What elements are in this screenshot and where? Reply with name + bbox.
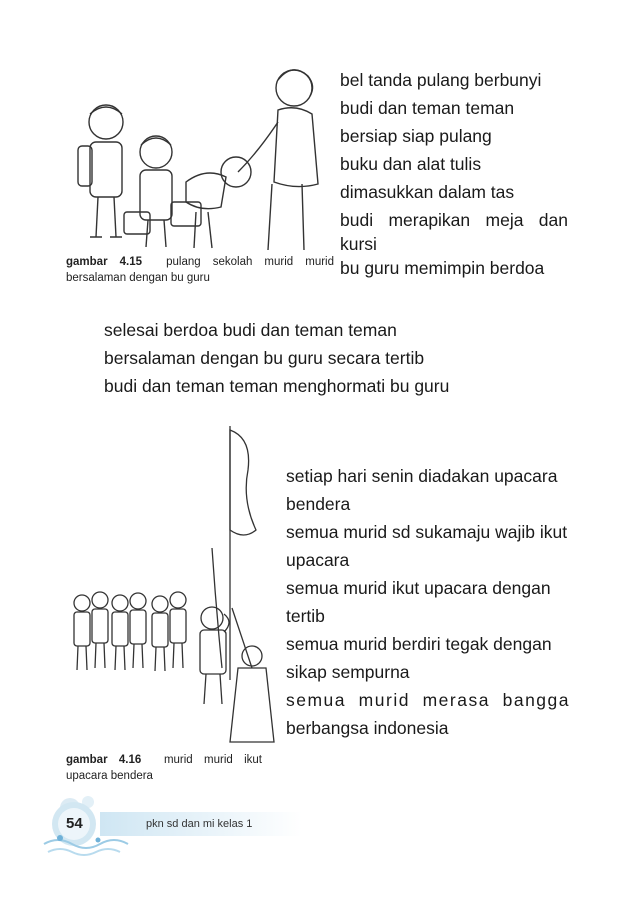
text-line: kursi xyxy=(340,234,377,254)
figure-caption-4-15 xyxy=(66,254,334,286)
text-block-dismissal xyxy=(340,66,568,282)
text-line: bendera xyxy=(286,494,351,514)
teacher-figure xyxy=(238,70,318,250)
text-line: sikap sempurna xyxy=(286,662,410,682)
text-line: semua murid merasa bangga xyxy=(286,690,570,710)
figure-caption-4-16 xyxy=(66,752,262,784)
caption-text: murid murid ikut upacara bendera xyxy=(66,754,263,782)
text-line: semua murid ikut upacara dengan xyxy=(286,578,551,598)
text-line: bel tanda pulang berbunyi xyxy=(340,70,542,90)
text-line: selesai berdoa budi dan teman teman xyxy=(104,320,397,340)
text-line: budi dan teman teman menghormati bu guru xyxy=(104,376,450,396)
students-row xyxy=(74,592,186,671)
flag-pole xyxy=(212,426,256,680)
child-figure xyxy=(124,136,172,247)
text-line: bu guru memimpin berdoa xyxy=(340,258,545,278)
text-line: budi dan teman teman xyxy=(340,98,515,118)
text-line: bersiap siap pulang xyxy=(340,126,492,146)
book-title: pkn sd dan mi kelas 1 xyxy=(146,818,253,830)
text-line: semua murid sd sukamaju wajib ikut xyxy=(286,522,568,542)
flag-raiser xyxy=(230,608,274,742)
text-line: buku dan alat tulis xyxy=(340,154,482,174)
text-line: dimasukkan dalam tas xyxy=(340,182,515,202)
illustration-dismissal xyxy=(66,62,336,258)
text-line: upacara xyxy=(286,550,350,570)
text-line: setiap hari senin diadakan upacara xyxy=(286,466,558,486)
text-line: tertib xyxy=(286,606,325,626)
text-line: semua murid berdiri tegak dengan xyxy=(286,634,552,654)
text-line: bersalaman dengan bu guru secara tertib xyxy=(104,348,425,368)
caption-label: gambar 4.15 xyxy=(66,256,142,268)
student-saluting xyxy=(200,607,229,704)
text-block-greeting xyxy=(104,316,524,400)
page-number: 54 xyxy=(66,815,83,832)
child-figure xyxy=(78,105,123,237)
text-block-ceremony xyxy=(286,462,570,742)
caption-label: gambar 4.16 xyxy=(66,754,142,766)
caption-text: pulang sekolah murid murid bersalaman dengan bu guru xyxy=(66,256,334,284)
text-line: budi merapikan meja dan xyxy=(340,210,568,230)
illustration-flag-ceremony xyxy=(62,418,284,748)
text-line: berbangsa indonesia xyxy=(286,718,449,738)
